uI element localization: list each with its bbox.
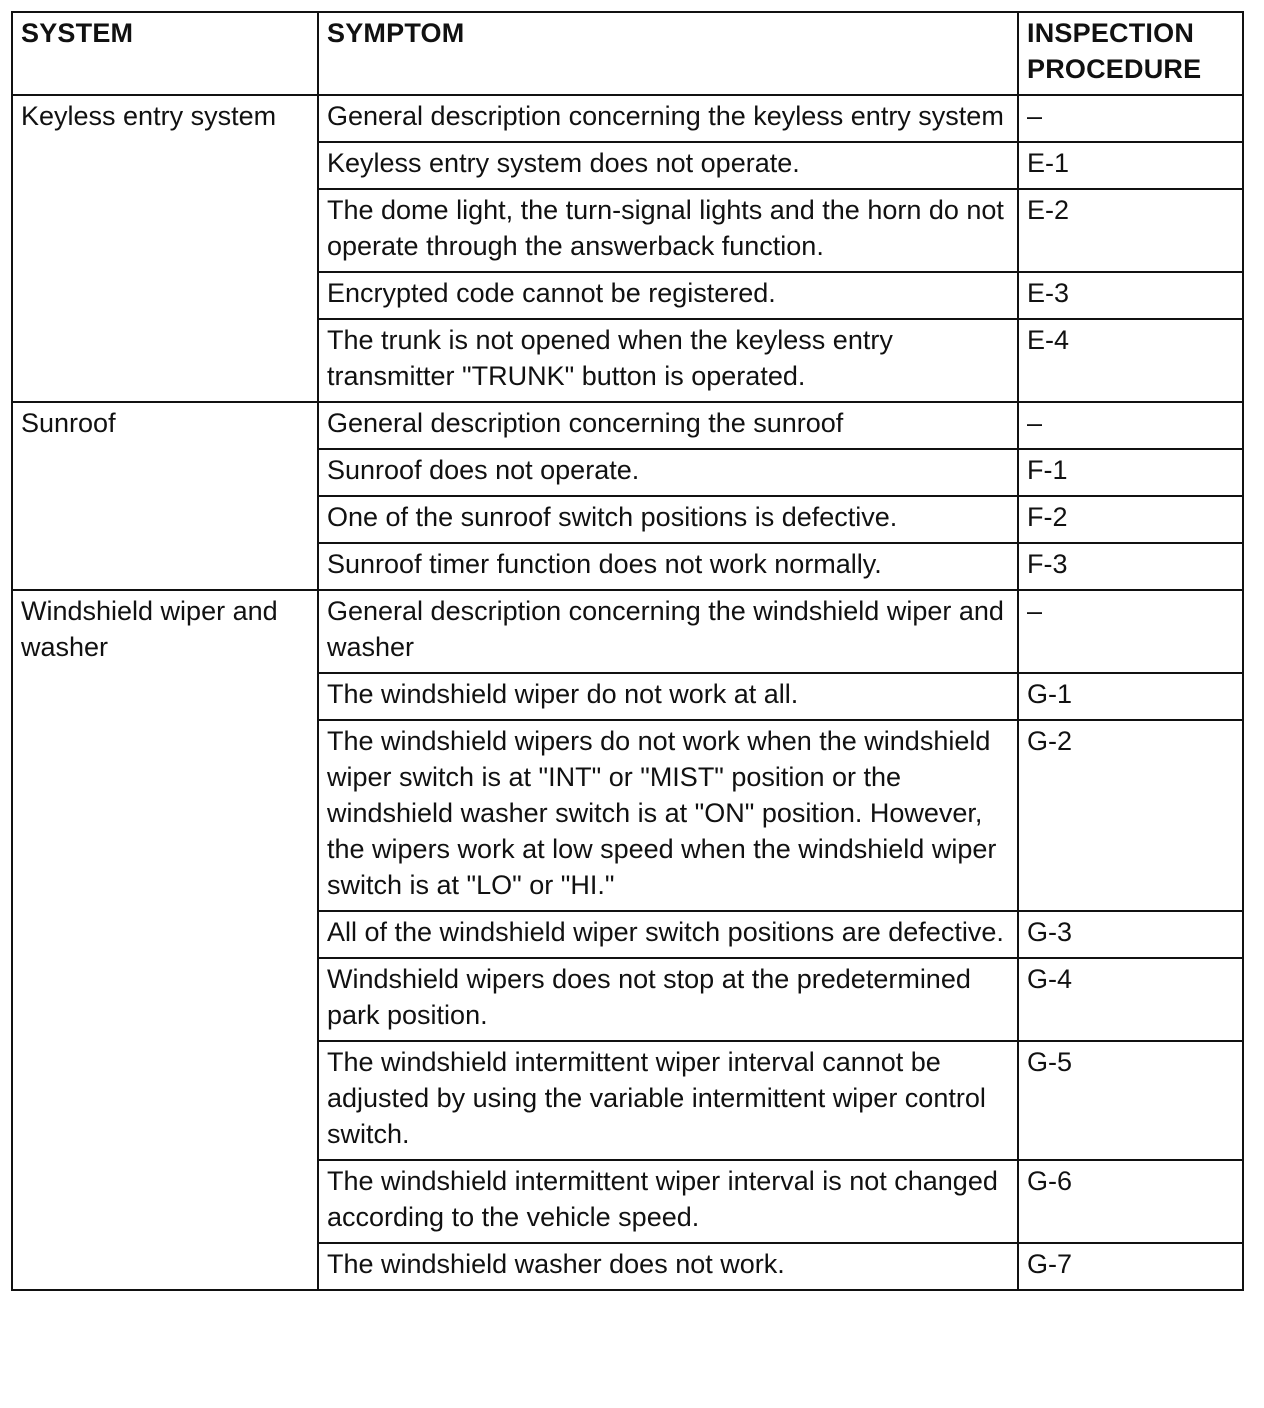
symptom-cell: The windshield wiper do not work at all. bbox=[318, 673, 1018, 720]
procedure-cell: G-5 bbox=[1018, 1041, 1243, 1160]
procedure-cell: F-3 bbox=[1018, 543, 1243, 590]
symptom-cell: Sunroof does not operate. bbox=[318, 449, 1018, 496]
procedure-cell: E-4 bbox=[1018, 319, 1243, 402]
symptom-cell: The trunk is not opened when the keyless entry transmitter "TRUNK" button is operated. bbox=[318, 319, 1018, 402]
procedure-cell: G-3 bbox=[1018, 911, 1243, 958]
procedure-cell: – bbox=[1018, 590, 1243, 673]
system-cell: Sunroof bbox=[12, 402, 318, 590]
procedure-cell: F-2 bbox=[1018, 496, 1243, 543]
procedure-cell: G-2 bbox=[1018, 720, 1243, 911]
symptom-cell: All of the windshield wiper switch positions are defective. bbox=[318, 911, 1018, 958]
procedure-cell: G-4 bbox=[1018, 958, 1243, 1041]
table-row bbox=[12, 402, 1243, 449]
symptom-cell: The windshield washer does not work. bbox=[318, 1243, 1018, 1290]
table-row bbox=[12, 590, 1243, 673]
procedure-cell: G-7 bbox=[1018, 1243, 1243, 1290]
symptom-cell: The dome light, the turn-signal lights and the horn do not operate through the answerback function. bbox=[318, 189, 1018, 272]
table-body bbox=[12, 95, 1243, 1290]
procedure-cell: F-1 bbox=[1018, 449, 1243, 496]
symptom-cell: The windshield intermittent wiper interval cannot be adjusted by using the variable intermittent wiper control switch. bbox=[318, 1041, 1018, 1160]
symptom-cell: General description concerning the windshield wiper and washer bbox=[318, 590, 1018, 673]
procedure-cell: G-1 bbox=[1018, 673, 1243, 720]
symptom-cell: The windshield intermittent wiper interval is not changed according to the vehicle speed. bbox=[318, 1160, 1018, 1243]
procedure-cell: E-1 bbox=[1018, 142, 1243, 189]
symptom-cell: General description concerning the keyless entry system bbox=[318, 95, 1018, 142]
system-header: SYSTEM bbox=[12, 12, 318, 95]
header-row bbox=[12, 12, 1243, 95]
symptom-cell: Windshield wipers does not stop at the predetermined park position. bbox=[318, 958, 1018, 1041]
procedure-cell: – bbox=[1018, 95, 1243, 142]
symptom-cell: Sunroof timer function does not work normally. bbox=[318, 543, 1018, 590]
symptom-table bbox=[11, 11, 1244, 1291]
symptom-cell: One of the sunroof switch positions is defective. bbox=[318, 496, 1018, 543]
inspection-procedure-header: INSPECTION PROCEDURE bbox=[1018, 12, 1243, 95]
symptom-cell: General description concerning the sunroof bbox=[318, 402, 1018, 449]
procedure-cell: E-3 bbox=[1018, 272, 1243, 319]
symptom-cell: Keyless entry system does not operate. bbox=[318, 142, 1018, 189]
procedure-cell: G-6 bbox=[1018, 1160, 1243, 1243]
procedure-cell: E-2 bbox=[1018, 189, 1243, 272]
table-row bbox=[12, 95, 1243, 142]
system-cell: Windshield wiper and washer bbox=[12, 590, 318, 1290]
symptom-cell: Encrypted code cannot be registered. bbox=[318, 272, 1018, 319]
system-cell: Keyless entry system bbox=[12, 95, 318, 402]
procedure-cell: – bbox=[1018, 402, 1243, 449]
symptom-cell: The windshield wipers do not work when the windshield wiper switch is at "INT" or "MIST" position or the windshield washer switch is at "ON" position. However, the wipers work at low speed when the windshield wiper switch is at "LO" or "HI." bbox=[318, 720, 1018, 911]
symptom-header: SYMPTOM bbox=[318, 12, 1018, 95]
